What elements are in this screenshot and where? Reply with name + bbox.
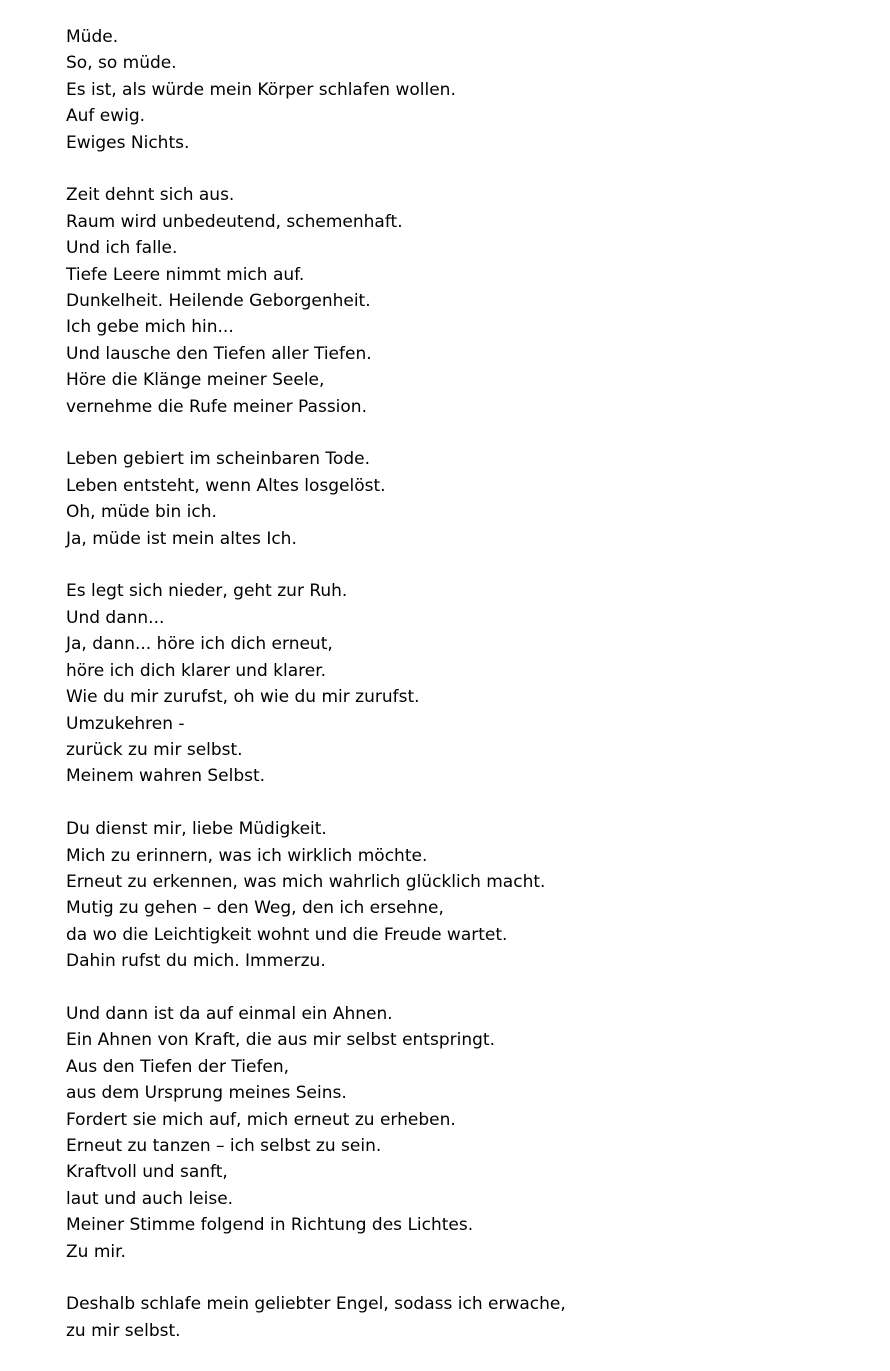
- poem-line: Aus den Tiefen der Tiefen,: [66, 1056, 290, 1077]
- poem-line: Ja, dann... höre ich dich erneut,: [66, 634, 333, 655]
- poem-line: höre ich dich klarer und klarer.: [66, 660, 327, 681]
- poem-line: Und dann...: [66, 607, 165, 628]
- poem-line: So, so müde.: [66, 53, 177, 74]
- poem-line: Umzukehren -: [66, 713, 185, 734]
- poem-line: Auf ewig.: [66, 106, 146, 127]
- poem-line: Ja, müde ist mein altes Ich.: [66, 528, 297, 549]
- poem-stanza: [66, 24, 866, 156]
- poem-line: Dunkelheit. Heilende Geborgenheit.: [66, 291, 371, 312]
- poem-line: Ein Ahnen von Kraft, die aus mir selbst entspringt.: [66, 1030, 495, 1051]
- poem-line: Deshalb schlafe mein geliebter Engel, sodass ich erwache,: [66, 1294, 566, 1315]
- poem-line: aus dem Ursprung meines Seins.: [66, 1083, 347, 1104]
- poem-line: Raum wird unbedeutend, schemenhaft.: [66, 211, 403, 232]
- poem-line: Oh, müde bin ich.: [66, 502, 217, 523]
- poem-line: Leben gebiert im scheinbaren Tode.: [66, 449, 370, 470]
- poem-line: Meiner Stimme folgend in Richtung des Lichtes.: [66, 1215, 474, 1236]
- poem-line: Tiefe Leere nimmt mich auf.: [66, 264, 305, 285]
- poem-line: Mutig zu gehen – den Weg, den ich ersehne,: [66, 898, 444, 919]
- poem-line: da wo die Leichtigkeit wohnt und die Freude wartet.: [66, 924, 508, 945]
- poem-line: Und ich falle.: [66, 238, 178, 259]
- poem-line: Kraftvoll und sanft,: [66, 1162, 228, 1183]
- poem-line: Erneut zu erkennen, was mich wahrlich glücklich macht.: [66, 871, 546, 892]
- poem-line: Höre die Klänge meiner Seele,: [66, 370, 325, 391]
- poem-line: Und dann ist da auf einmal ein Ahnen.: [66, 1003, 393, 1024]
- poem-stanza: [66, 182, 866, 420]
- poem-line: Und lausche den Tiefen aller Tiefen.: [66, 343, 372, 364]
- poem-stanza: [66, 816, 866, 974]
- poem-line: laut und auch leise.: [66, 1188, 234, 1209]
- poem-line: Leben entsteht, wenn Altes losgelöst.: [66, 475, 386, 496]
- poem-stanza: [66, 1001, 866, 1265]
- poem-stanza: [66, 446, 866, 552]
- poem-line: Müde.: [66, 27, 119, 47]
- poem-line: Es legt sich nieder, geht zur Ruh.: [66, 581, 348, 602]
- poem-line: Meinem wahren Selbst.: [66, 766, 266, 787]
- poem-line: Es ist, als würde mein Körper schlafen wollen.: [66, 79, 456, 100]
- poem-line: Zu mir.: [66, 1241, 126, 1262]
- poem-line: Dahin rufst du mich. Immerzu.: [66, 951, 326, 972]
- poem-line: zurück zu mir selbst.: [66, 739, 243, 760]
- poem-line: Erneut zu tanzen – ich selbst zu sein.: [66, 1135, 382, 1156]
- poem-line: Mich zu erinnern, was ich wirklich möchte.: [66, 845, 428, 866]
- poem-line: zu mir selbst.: [66, 1320, 181, 1341]
- poem-line: vernehme die Rufe meiner Passion.: [66, 396, 367, 417]
- poem-stanza: [66, 578, 866, 789]
- poem-line: Zeit dehnt sich aus.: [66, 185, 235, 206]
- poem-line: Du dienst mir, liebe Müdigkeit.: [66, 819, 327, 840]
- poem-text: [66, 24, 866, 1371]
- poem-line: Wie du mir zurufst, oh wie du mir zurufst.: [66, 687, 420, 708]
- poem-stanza: [66, 1291, 866, 1344]
- poem-line: Fordert sie mich auf, mich erneut zu erheben.: [66, 1109, 456, 1130]
- poem-line: Ich gebe mich hin...: [66, 317, 234, 338]
- poem-line: Ewiges Nichts.: [66, 132, 190, 153]
